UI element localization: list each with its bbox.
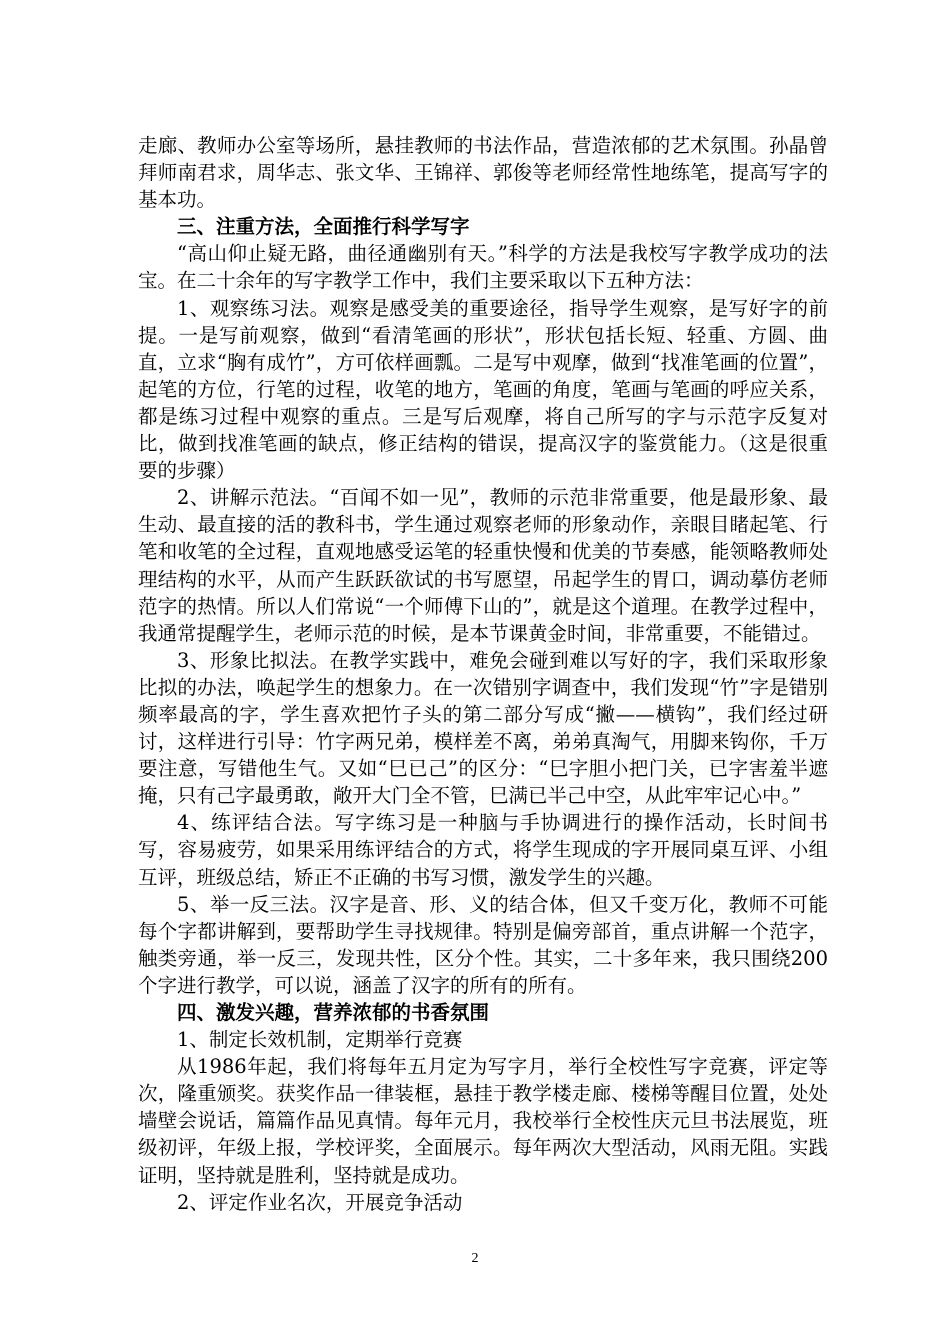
subheading-4-2: 2、评定作业名次，开展竞争活动	[177, 1190, 463, 1214]
document-body	[138, 132, 828, 1216]
paragraph-method-3: 3、形象比拟法。在教学实践中，难免会碰到难以写好的字，我们采取形象比拟的办法，唤起学生的想象力。在一次错别字调查中，我们发现“竹”字是错别频率最高的字，学生喜欢把竹子头的第二部分写成“撇——横钩”，我们经过研讨，这样进行引导：竹字两兄弟，模样差不离，弟弟真淘气，用脚来钩你，千万要注意，写错他生气。又如“巳已己”的区分：“巳字胆小把门关，已字害羞半遮掩，只有己字最勇敢，敞开大门全不管，巳满已半己中空，从此牢牢记心中。”	[138, 648, 828, 808]
subheading-4-1: 1、制定长效机制，定期举行竞赛	[177, 1028, 463, 1052]
paragraph-method-4: 4、练评结合法。写字练习是一种脑与手协调进行的操作活动，长时间书写，容易疲劳，如果采用练评结合的方式，将学生现成的字开展同桌互评、小组互评，班级总结，矫正不正确的书写习惯，激发学生的兴趣。	[138, 811, 828, 889]
section-heading-3: 三、注重方法，全面推行科学写字	[177, 215, 470, 239]
section-heading-4: 四、激发兴趣，营养浓郁的书香氛围	[177, 1001, 490, 1024]
paragraph-method-1: 1、观察练习法。观察是感受美的重要途径，指导学生观察，是写好字的前提。一是写前观察，做到“看清笔画的形状”，形状包括长短、轻重、方圆、曲直，立求“胸有成竹”，方可依样画瓢。二是写中观摩，做到“找准笔画的位置”，起笔的方位，行笔的过程，收笔的地方，笔画的角度，笔画与笔画的呼应关系，都是练习过程中观察的重点。三是写后观摩，将自己所写的字与示范字反复对比，做到找准笔画的缺点，修正结构的错误，提高汉字的鉴赏能力。（这是很重要的步骤）	[138, 296, 828, 483]
paragraph-intro-methods: “高山仰止疑无路，曲径通幽别有天。”科学的方法是我校写字教学成功的法宝。在二十余年的写字教学工作中，我们主要采取以下五种方法：	[138, 242, 828, 293]
paragraph-method-5: 5、举一反三法。汉字是音、形、义的结合体，但又千变万化，教师不可能每个字都讲解到，要帮助学生寻找规律。特别是偏旁部首，重点讲解一个范字，触类旁通，举一反三，发现共性，区分个性。其实，二十多年来，我只围绕200个字进行教学，可以说，涵盖了汉字的所有的所有。	[138, 892, 828, 997]
paragraph-method-2: 2、讲解示范法。“百闻不如一见”，教师的示范非常重要，他是最形象、最生动、最直接的活的教科书，学生通过观察老师的形象动作，亲眼目睹起笔、行笔和收笔的全过程，直观地感受运笔的轻重快慢和优美的节奏感，能领略教师处理结构的水平，从而产生跃跃欲试的书写愿望，吊起学生的胃口，调动摹仿老师范字的热情。所以人们常说“一个师傅下山的”，就是这个道理。在教学过程中，我通常提醒学生，老师示范的时候，是本节课黄金时间，非常重要，不能错过。	[138, 486, 828, 645]
paragraph-continuation: 走廊、教师办公室等场所，悬挂教师的书法作品，营造浓郁的艺术氛围。孙晶曾拜师南君求，周华志、张文华、王锦祥、郭俊等老师经常性地练笔，提高写字的基本功。	[138, 134, 828, 212]
paragraph-competition: 从1986年起，我们将每年五月定为写字月，举行全校性写字竞赛，评定等次，隆重颁奖。获奖作品一律装框，悬挂于教学楼走廊、楼梯等醒目位置，处处墙壁会说话，篇篇作品见真情。每年元月，我校举行全校性庆元旦书法展览，班级初评，年级上报，学校评奖，全面展示。每年两次大型活动，风雨无阻。实践证明，坚持就是胜利，坚持就是成功。	[138, 1055, 828, 1187]
page-number: 2	[471, 1251, 479, 1266]
